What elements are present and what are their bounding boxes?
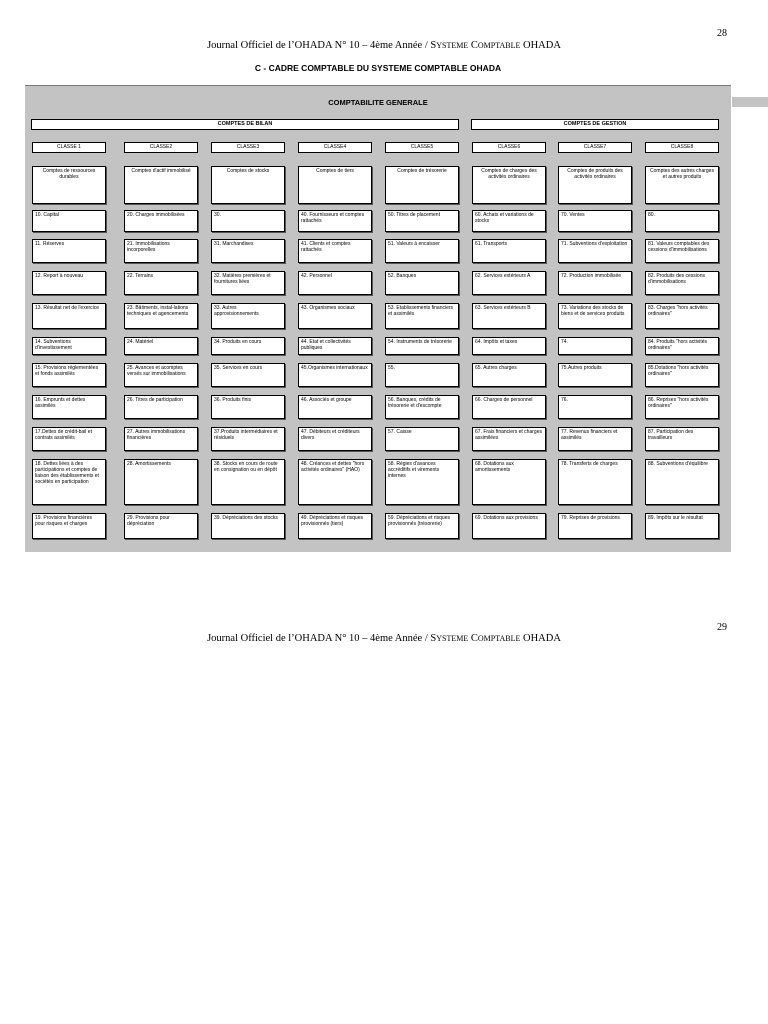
journal-header-top — [0, 40, 768, 51]
account-cell: 68. Dotations aux amortissements — [472, 459, 546, 505]
account-cell: 51. Valeurs à encaisser — [385, 239, 459, 263]
account-cell: 52. Banques — [385, 271, 459, 295]
account-cell: 64. Impôts et taxes — [472, 337, 546, 355]
account-cell: 75.Autres produits — [558, 363, 632, 387]
class-description: Comptes de tiers — [298, 166, 372, 204]
account-cell: 25. Avances et acomptes versés sur immobilisations — [124, 363, 198, 387]
account-cell: 32. Matières premières et fournitures liées — [211, 271, 285, 295]
account-cell: 26. Titres de participation — [124, 395, 198, 419]
account-cell: 11. Réserves — [32, 239, 106, 263]
account-cell: 53. Etablissements financiers et assimilés — [385, 303, 459, 329]
account-cell: 67. Frais financiers et charges assimilées — [472, 427, 546, 451]
account-cell: 24. Matériel — [124, 337, 198, 355]
account-cell: 20. Charges immobilisées — [124, 210, 198, 232]
account-cell: 16. Emprunts et dettes assimilés — [32, 395, 106, 419]
account-cell: 65. Autres charges — [472, 363, 546, 387]
class-header: CLASSE5 — [385, 142, 459, 153]
account-cell: 59. Dépréciations et risques provisionnés (trésorerie) — [385, 513, 459, 539]
account-cell: 54. Instruments de trésorerie — [385, 337, 459, 355]
account-cell: 36. Produits finis — [211, 395, 285, 419]
group-header-gestion: COMPTES DE GESTION — [471, 119, 719, 130]
class-description: Comptes de charges des activités ordinaires — [472, 166, 546, 204]
class-header: CLASSE7 — [558, 142, 632, 153]
account-cell: 76. — [558, 395, 632, 419]
journal-header-text: Journal Officiel de l’OHADA N° 10 – 4ème Année / S — [207, 40, 437, 51]
class-description: Comptes de stocks — [211, 166, 285, 204]
account-cell: 88. Subventions d'équilibre — [645, 459, 719, 505]
account-cell: 29. Provisions pour dépréciation — [124, 513, 198, 539]
class-header: CLASSE4 — [298, 142, 372, 153]
journal-header-small: OMPTABLE — [477, 41, 521, 50]
account-cell: 66. Charges de personnel — [472, 395, 546, 419]
class-description: Comptes de ressources durables — [32, 166, 106, 204]
account-cell: 17.Dettes de crédit-bail et contrats assimilés — [32, 427, 106, 451]
journal-header-text: C — [468, 633, 478, 644]
account-cell: 41. Clients et comptes rattachés — [298, 239, 372, 263]
class-header: CLASSE2 — [124, 142, 198, 153]
account-cell: 49. Dépréciations et risques provisionnés (tiers) — [298, 513, 372, 539]
section-title: C - CADRE COMPTABLE DU SYSTEME COMPTABLE OHADA — [254, 63, 502, 73]
account-cell: 44. Etat et collectivités publiques — [298, 337, 372, 355]
account-cell: 83. Charges "hors activités ordinaires" — [645, 303, 719, 329]
account-cell: 87. Participation des travailleurs — [645, 427, 719, 451]
account-cell: 61. Transports — [472, 239, 546, 263]
account-cell: 69. Dotations aux provisions — [472, 513, 546, 539]
class-header: CLASSE 1 — [32, 142, 106, 153]
page-number-bottom: 29 — [717, 622, 727, 633]
account-cell: 79. Reprises de provisions — [558, 513, 632, 539]
account-cell: 27. Autres immobilisations financières — [124, 427, 198, 451]
class-header: CLASSE8 — [645, 142, 719, 153]
account-cell: 63. Services extérieurs B — [472, 303, 546, 329]
journal-header-text: Journal Officiel de l’OHADA N° 10 – 4ème Année / S — [207, 633, 437, 644]
account-cell: 72. Production immobilisée — [558, 271, 632, 295]
account-cell: 31. Marchandises — [211, 239, 285, 263]
account-cell: 74. — [558, 337, 632, 355]
account-cell: 73. Variations des stocks de biens et de services produits — [558, 303, 632, 329]
account-cell: 81. Valeurs comptables des cessions d'immobilisations — [645, 239, 719, 263]
account-cell: 56. Banques, crédits de trésorerie et d'escompte — [385, 395, 459, 419]
class-description: Comptes de trésorerie — [385, 166, 459, 204]
account-cell: 62. Services extérieurs A — [472, 271, 546, 295]
journal-header-text: OHADA — [520, 633, 561, 644]
account-cell: 37.Produits intermédiaires et résiduels — [211, 427, 285, 451]
account-cell: 84. Produits "hors activités ordinaires" — [645, 337, 719, 355]
account-cell: 15. Provisions réglementées et fonds assimilés — [32, 363, 106, 387]
account-cell: 89. Impôts sur le résultat — [645, 513, 719, 539]
account-cell: 70. Ventes — [558, 210, 632, 232]
account-cell: 39. Dépréciations des stocks — [211, 513, 285, 539]
journal-header-text: OHADA — [520, 40, 561, 51]
account-cell: 34. Produits en cours — [211, 337, 285, 355]
chart-of-accounts-panel — [25, 85, 731, 552]
journal-header-small: YSTEME — [436, 634, 469, 643]
account-cell: 77. Revenus financiers et assimilés — [558, 427, 632, 451]
account-cell: 14. Subventions d'investissement — [32, 337, 106, 355]
account-cell: 48. Créances et dettes "hors activités ordinaires" (HAO) — [298, 459, 372, 505]
journal-header-bottom — [0, 633, 768, 644]
account-cell: 38. Stocks en cours de route en consignation ou en dépôt — [211, 459, 285, 505]
account-cell: 18. Dettes liées à des participations et comptes de liaison des établissements et sociétés en participation — [32, 459, 106, 505]
class-description: Comptes des autres charges et autres produits — [645, 166, 719, 204]
panel-title: COMPTABILITE GENERALE — [328, 98, 428, 107]
account-cell: 80. — [645, 210, 719, 232]
account-cell: 28. Amortissements — [124, 459, 198, 505]
account-cell: 19. Provisions financières pour risques et charges — [32, 513, 106, 539]
group-header-bilan: COMPTES DE BILAN — [31, 119, 459, 130]
account-cell: 12. Report à nouveau — [32, 271, 106, 295]
page-number-top: 28 — [717, 28, 727, 39]
account-cell: 46. Associés et groupe — [298, 395, 372, 419]
account-cell: 71. Subventions d'exploitation — [558, 239, 632, 263]
account-cell: 10. Capital — [32, 210, 106, 232]
account-cell: 40. Fournisseurs et comptes rattachés — [298, 210, 372, 232]
account-cell: 43. Organismes sociaux — [298, 303, 372, 329]
account-cell: 45.Organismes internationaux — [298, 363, 372, 387]
account-cell: 82. Produits des cessions d'immobilisations — [645, 271, 719, 295]
class-description: Comptes de produits des activités ordinaires — [558, 166, 632, 204]
class-header: CLASSE6 — [472, 142, 546, 153]
account-cell: 35. Services en cours — [211, 363, 285, 387]
account-cell: 22. Terrains — [124, 271, 198, 295]
account-cell: 33. Autres approvisionnements — [211, 303, 285, 329]
side-tab-decoration — [732, 97, 768, 107]
account-cell: 78. Transferts de charges — [558, 459, 632, 505]
account-cell: 47. Débiteurs et créditeurs divers — [298, 427, 372, 451]
class-header: CLASSE3 — [211, 142, 285, 153]
account-cell: 23. Bâtiments, instal-lations techniques et agencements — [124, 303, 198, 329]
account-cell: 50. Titres de placement — [385, 210, 459, 232]
account-cell: 42. Personnel — [298, 271, 372, 295]
journal-header-text: C — [468, 40, 478, 51]
account-cell: 60. Achats et variations de stocks — [472, 210, 546, 232]
class-description: Comptes d'actif immobilisé — [124, 166, 198, 204]
journal-header-small: OMPTABLE — [477, 634, 521, 643]
account-cell: 57. Caisse — [385, 427, 459, 451]
account-cell: 58. Régies d'avances accréditifs et virements internes — [385, 459, 459, 505]
account-cell: 13. Résultat net de l'exercice — [32, 303, 106, 329]
account-cell: 55. — [385, 363, 459, 387]
account-cell: 85.Dotations "hors activités ordinaires" — [645, 363, 719, 387]
journal-header-small: YSTEME — [436, 41, 469, 50]
account-cell: 30. — [211, 210, 285, 232]
account-cell: 86. Reprises "hors activités ordinaires" — [645, 395, 719, 419]
account-cell: 21. Immobilisations incorporelles — [124, 239, 198, 263]
